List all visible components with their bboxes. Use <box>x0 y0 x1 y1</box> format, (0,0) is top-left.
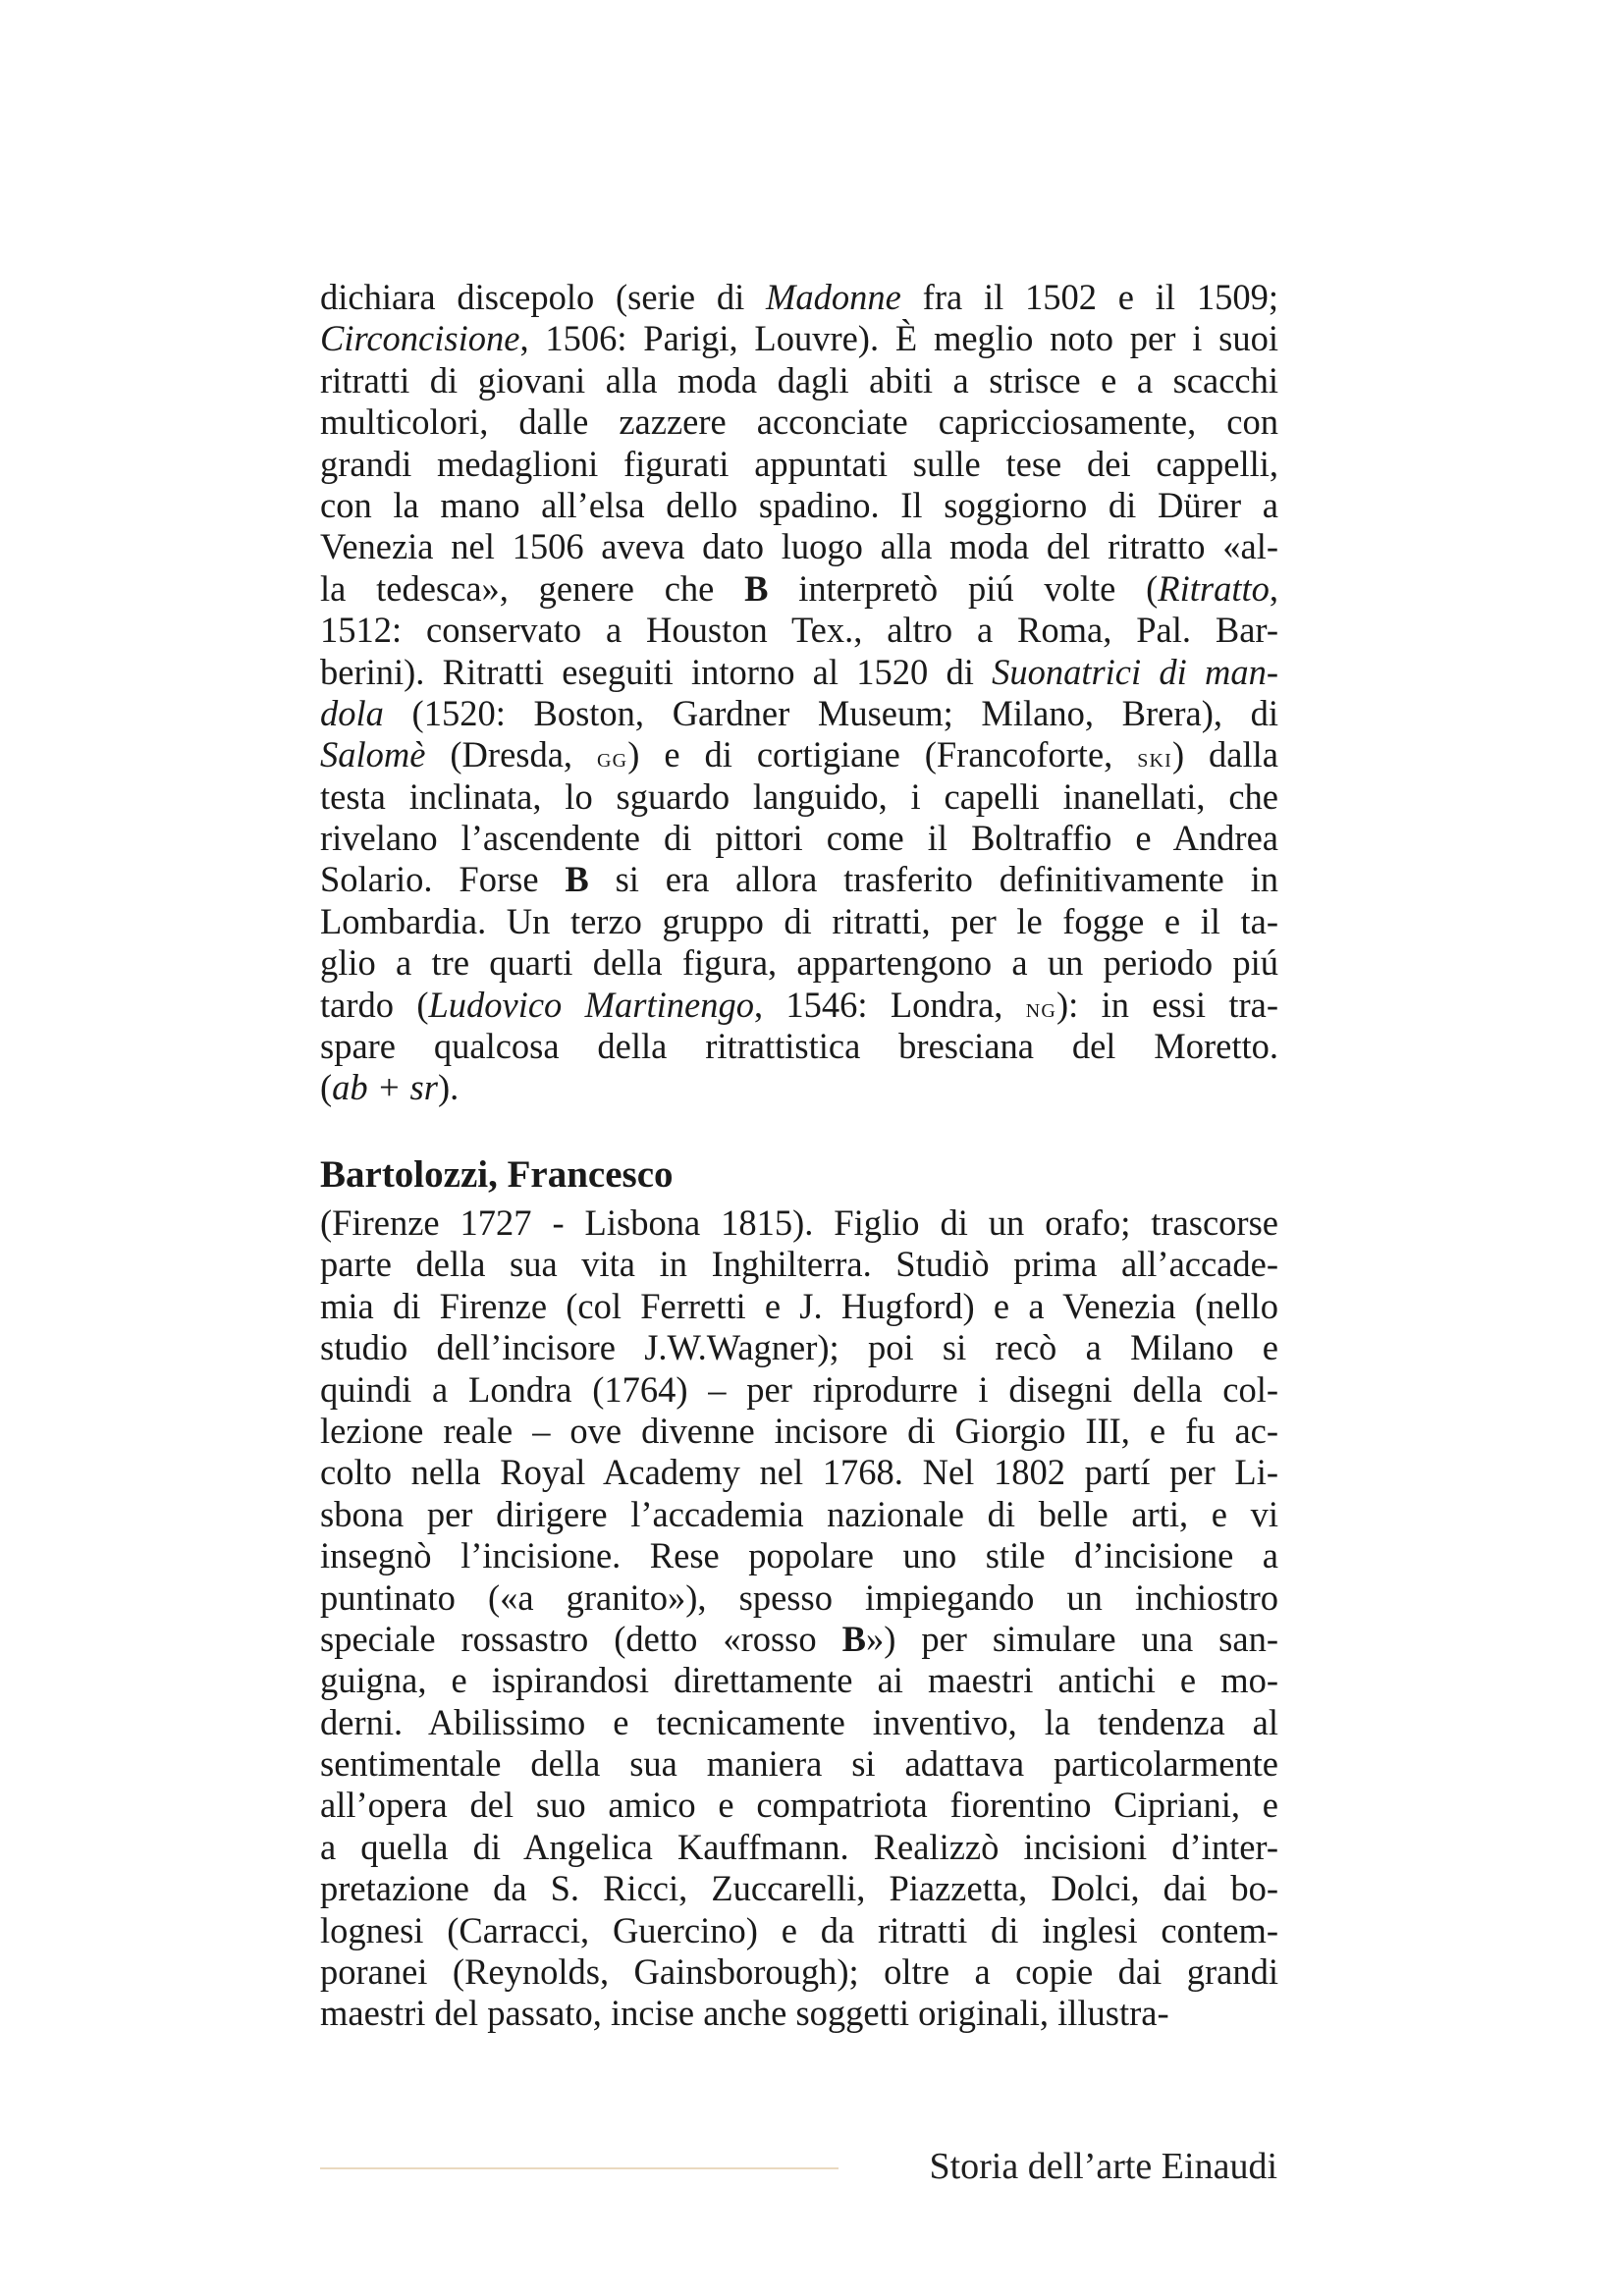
text-line: mia di Firenze (col Ferretti e J. Hugford) e a Venezia (nello <box>320 1285 1278 1326</box>
text-line: ritratti di giovani alla moda dagli abiti a strisce e a scacchi <box>320 359 1278 400</box>
text-line: Venezia nel 1506 aveva dato luogo alla moda del ritratto «al- <box>320 526 1278 567</box>
text-line: 1512: conservato a Houston Tex., altro a Roma, Pal. Bar- <box>320 610 1278 651</box>
text-line: all’opera del suo amico e compatriota fiorentino Cipriani, e <box>320 1785 1278 1826</box>
text-line: glio a tre quarti della figura, appartengono a un periodo piú <box>320 942 1278 984</box>
text-line: Lombardia. Un terzo gruppo di ritratti, per le fogge e il ta- <box>320 900 1278 941</box>
entry-paragraph <box>320 1202 1278 2035</box>
text-line: a quella di Angelica Kauffmann. Realizzò incisioni d’inter- <box>320 1826 1278 1867</box>
entry-continuation <box>320 277 1278 1109</box>
entry-bartolozzi <box>320 1202 1278 2035</box>
text-line: lognesi (Carracci, Guercino) e da ritratti di inglesi contem- <box>320 1909 1278 1950</box>
text-line: sbona per dirigere l’accademia nazionale di belle arti, e vi <box>320 1493 1278 1534</box>
footer-publisher: Storia dell’arte Einaudi <box>929 2146 1277 2187</box>
text-line: studio dell’incisore J.W.Wagner); poi si recò a Milano e <box>320 1327 1278 1368</box>
text-line: dola (1520: Boston, Gardner Museum; Milano, Brera), di <box>320 692 1278 733</box>
text-line: pretazione da S. Ricci, Zuccarelli, Piazzetta, Dolci, dai bo- <box>320 1868 1278 1909</box>
text-line: Salomè (Dresda, gg) e di cortigiane (Francoforte, ski) dalla <box>320 734 1278 775</box>
text-line: rivelano l’ascendente di pittori come il Boltraffio e Andrea <box>320 818 1278 859</box>
entry-heading: Bartolozzi, Francesco <box>320 1153 674 1196</box>
text-line: (ab + sr). <box>320 1067 460 1108</box>
text-line: tardo (Ludovico Martinengo, 1546: Londra, ng): in essi tra- <box>320 984 1278 1025</box>
text-line: (Firenze 1727 - Lisbona 1815). Figlio di un orafo; trascorse <box>320 1202 1278 1243</box>
text-line: parte della sua vita in Inghilterra. Studiò prima all’accade- <box>320 1244 1278 1285</box>
text-line: multicolori, dalle zazzere acconciate capricciosamente, con <box>320 401 1278 443</box>
text-line: speciale rossastro (detto «rosso B») per simulare una san- <box>320 1618 1278 1659</box>
text-line: maestri del passato, incise anche soggetti originali, illustra- <box>320 1993 1169 2034</box>
text-line: testa inclinata, lo sguardo languido, i capelli inanellati, che <box>320 775 1278 817</box>
text-line: quindi a Londra (1764) – per riprodurre i disegni della col- <box>320 1368 1278 1410</box>
text-line: berini). Ritratti eseguiti intorno al 1520 di Suonatrici di man- <box>320 651 1278 692</box>
text-line: sentimentale della sua maniera si adattava particolarmente <box>320 1743 1278 1785</box>
text-line: colto nella Royal Academy nel 1768. Nel 1802 partí per Li- <box>320 1452 1278 1493</box>
text-line: con la mano all’elsa dello spadino. Il soggiorno di Dürer a <box>320 484 1278 525</box>
text-line: la tedesca», genere che B interpretò piú volte (Ritratto, <box>320 567 1278 609</box>
text-line: lezione reale – ove divenne incisore di Giorgio III, e fu ac- <box>320 1410 1278 1451</box>
text-line: guigna, e ispirandosi direttamente ai maestri antichi e mo- <box>320 1660 1278 1701</box>
text-line: Circoncisione, 1506: Parigi, Louvre). È meglio noto per i suoi <box>320 318 1278 359</box>
footer-rule <box>320 2167 839 2169</box>
entry-paragraph <box>320 277 1278 1109</box>
text-line: grandi medaglioni figurati appuntati sulle tese dei cappelli, <box>320 443 1278 484</box>
text-line: dichiara discepolo (serie di Madonne fra il 1502 e il 1509; <box>320 277 1278 317</box>
text-line: poranei (Reynolds, Gainsborough); oltre a copie dai grandi <box>320 1951 1278 1993</box>
text-line: derni. Abilissimo e tecnicamente inventivo, la tendenza al <box>320 1701 1278 1742</box>
text-line: Solario. Forse B si era allora trasferito definitivamente in <box>320 859 1278 900</box>
text-line: insegnò l’incisione. Rese popolare uno stile d’incisione a <box>320 1535 1278 1576</box>
text-line: spare qualcosa della ritrattistica bresciana del Moretto. <box>320 1026 1278 1067</box>
text-line: puntinato («a granito»), spesso impiegando un inchiostro <box>320 1576 1278 1618</box>
